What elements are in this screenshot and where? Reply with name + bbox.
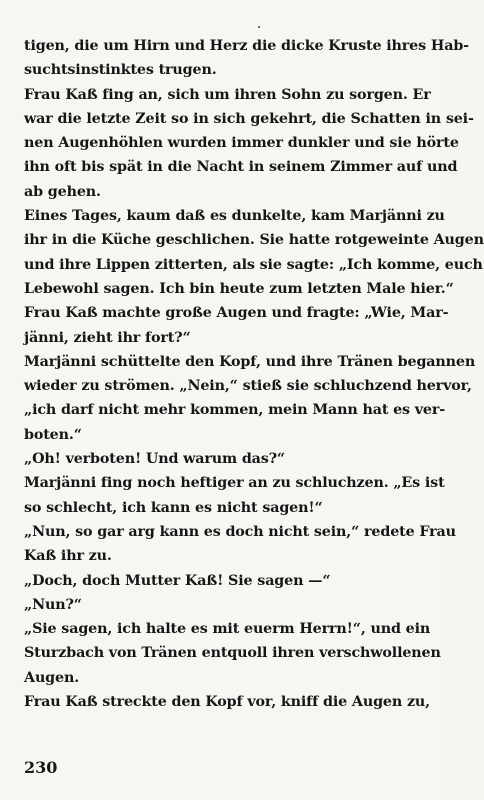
text-line: Frau Kaß machte große Augen und fragte: „Wie, Mar- [24, 305, 449, 322]
text-line: so schlecht, ich kann es nicht sagen!“ [24, 499, 323, 516]
text-line: „Doch, doch Mutter Kaß! Sie sagen —“ [24, 572, 331, 589]
body-text [24, 34, 484, 714]
text-line: Frau Kaß streckte den Kopf vor, kniff die Augen zu, [24, 694, 430, 711]
text-line: „Nun, so gar arg kann es doch nicht sein,“ redete Frau [24, 523, 456, 540]
text-line: war die letzte Zeit so in sich gekehrt, die Schatten in sei- [24, 110, 474, 127]
text-line: Frau Kaß fing an, sich um ihren Sohn zu sorgen. Er [24, 86, 431, 103]
text-line: Lebewohl sagen. Ich bin heute zum letzten Male hier.“ [24, 280, 454, 297]
scan-speck [258, 26, 260, 28]
text-line: boten.“ [24, 426, 82, 443]
text-line: „Sie sagen, ich halte es mit euerm Herrn!“, und ein [24, 621, 431, 638]
text-line: jänni, zieht ihr fort?“ [24, 329, 191, 346]
text-line: Augen. [24, 669, 80, 686]
text-line: Kaß ihr zu. [24, 548, 112, 565]
text-line: „Nun?“ [24, 596, 82, 613]
text-line: Marjänni schüttelte den Kopf, und ihre Tränen begannen [24, 353, 476, 370]
page-number: 230 [24, 758, 58, 777]
text-line: wieder zu strömen. „Nein,“ stieß sie schluchzend hervor, [24, 378, 472, 395]
text-line: Sturzbach von Tränen entquoll ihren verschwollenen [24, 645, 441, 662]
text-line: tigen, die um Hirn und Herz die dicke Kruste ihres Hab- [24, 38, 469, 54]
text-line: und ihre Lippen zitterten, als sie sagte: „Ich komme, euch [24, 256, 483, 273]
text-line: Marjänni fing noch heftiger an zu schluchzen. „Es ist [24, 475, 445, 492]
text-line: Eines Tages, kaum daß es dunkelte, kam Marjänni zu [24, 208, 445, 225]
text-line: suchtsinstinktes trugen. [24, 62, 217, 79]
text-line: nen Augenhöhlen wurden immer dunkler und sie hörte [24, 135, 459, 152]
text-line: „Oh! verboten! Und warum das?“ [24, 451, 285, 468]
text-line: ihn oft bis spät in die Nacht in seinem Zimmer auf und [24, 159, 458, 176]
text-line: ab gehen. [24, 183, 101, 200]
text-line: „ich darf nicht mehr kommen, mein Mann hat es ver- [24, 402, 446, 419]
text-line: ihr in die Küche geschlichen. Sie hatte rotgeweinte Augen [24, 232, 484, 249]
